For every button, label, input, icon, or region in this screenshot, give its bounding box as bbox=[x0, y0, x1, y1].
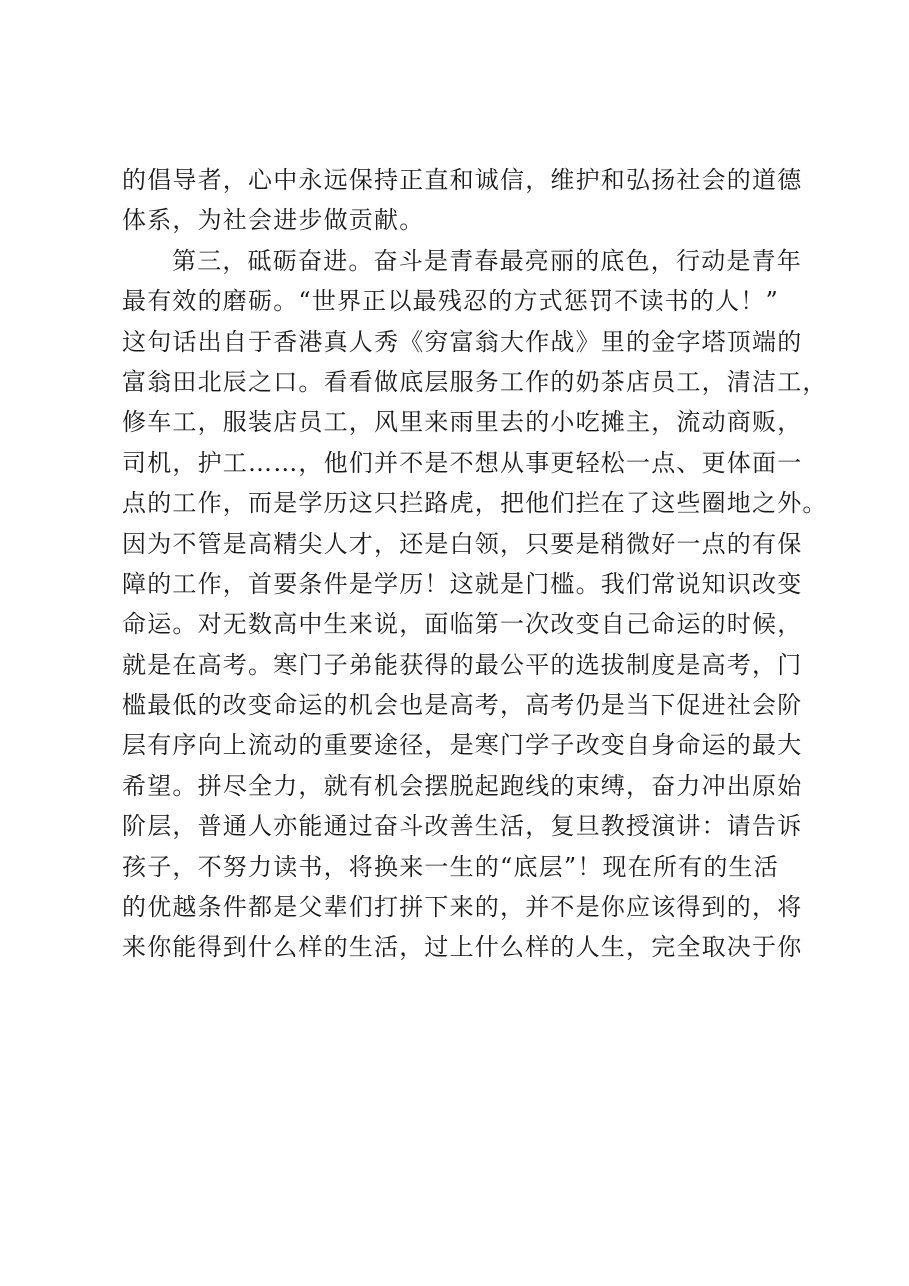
text-line: 槛最低的改变命运的机会也是高考，高考仍是当下促进社会阶 bbox=[122, 691, 803, 720]
body-text bbox=[122, 160, 828, 968]
text-line: 这句话出自于香港真人秀《穷富翁大作战》里的金字塔顶端的 bbox=[122, 327, 803, 356]
text-line: 命运。对无数高中生来说，面临第一次改变自己命运的时候， bbox=[122, 610, 803, 639]
text-line: 层有序向上流动的重要途径，是寒门学子改变自身命运的最大 bbox=[122, 731, 803, 760]
text-line: 希望。拼尽全力，就有机会摆脱起跑线的束缚，奋力冲出原始 bbox=[122, 771, 803, 800]
text-line: 因为不管是高精尖人才，还是白领，只要是稍微好一点的有保 bbox=[122, 529, 803, 558]
text-line: 障的工作，首要条件是学历！这就是门槛。我们常说知识改变 bbox=[122, 569, 803, 598]
text-line: 就是在高考。寒门子弟能获得的最公平的选拔制度是高考，门 bbox=[122, 650, 803, 679]
text-line: 来你能得到什么样的生活，过上什么样的人生，完全取决于你 bbox=[122, 933, 803, 962]
text-line: 点的工作，而是学历这只拦路虎，把他们拦在了这些圈地之外。 bbox=[122, 489, 828, 518]
text-line: 司机，护工……，他们并不是不想从事更轻松一点、更体面一 bbox=[122, 448, 803, 477]
text-line: 富翁田北辰之口。看看做底层服务工作的奶茶店员工，清洁工， bbox=[122, 367, 828, 396]
paragraph-start-line: 第三，砥砺奋进。奋斗是青春最亮丽的底色，行动是青年 bbox=[172, 246, 802, 275]
text-line: 孩子，不努力读书，将换来一生的“底层”！现在所有的生活 bbox=[122, 852, 779, 881]
text-line: 的倡导者，心中永远保持正直和诚信，维护和弘扬社会的道德 bbox=[122, 166, 803, 194]
text-line: 最有效的磨砺。“世界正以最残忍的方式惩罚不读书的人！” bbox=[122, 287, 779, 316]
text-line: 阶层，普通人亦能通过奋斗改善生活，复旦教授演讲：请告诉 bbox=[122, 812, 803, 841]
text-line: 体系，为社会进步做贡献。 bbox=[122, 206, 425, 235]
text-line: 的优越条件都是父辈们打拼下来的，并不是你应该得到的，将 bbox=[122, 893, 803, 922]
text-line: 修车工，服装店员工，风里来雨里去的小吃摊主，流动商贩， bbox=[122, 408, 803, 437]
